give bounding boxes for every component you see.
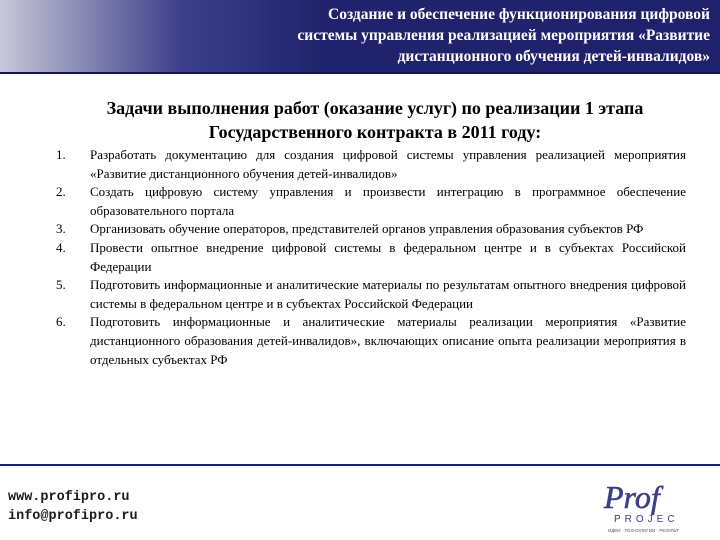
task-item-6 bbox=[52, 313, 686, 369]
task-number: 3. bbox=[56, 221, 66, 237]
task-list bbox=[52, 146, 686, 369]
task-number: 5. bbox=[56, 277, 66, 293]
task-number: 4. bbox=[56, 239, 66, 255]
slide-title-line-2: системы управления реализацией мероприятия «Развитие bbox=[297, 27, 710, 44]
logo-wordmark: Prof bbox=[604, 479, 660, 515]
task-text: Провести опытное внедрение цифровой системы в федеральном центре и в субъектах Российской Федерации bbox=[90, 239, 686, 274]
logo-subword: PROJEC bbox=[614, 514, 679, 525]
task-text: Подготовить информационные и аналитические материалы реализации мероприятия «Развитие дистанционного образования детей-инвалидов», включающих описание опыта реализации мероприятия в отдельных субъектах РФ bbox=[90, 314, 686, 367]
email-link[interactable]: info@profipro.ru bbox=[8, 509, 138, 524]
task-item-1 bbox=[52, 146, 686, 183]
task-number: 2. bbox=[56, 184, 66, 200]
task-item-4 bbox=[52, 239, 686, 276]
website-link[interactable]: www.profipro.ru bbox=[8, 490, 130, 505]
slide-title-line-1: Создание и обеспечение функционирования цифровой bbox=[328, 6, 710, 23]
task-item-2 bbox=[52, 183, 686, 220]
section-heading-line-1: Задачи выполнения работ (оказание услуг) по реализации 1 этапа bbox=[106, 98, 644, 118]
profproject-logo bbox=[600, 478, 716, 536]
slide-title bbox=[190, 4, 710, 67]
slide-title-line-3: дистанционного обучения детей-инвалидов» bbox=[397, 48, 710, 65]
task-text: Подготовить информационные и аналитические материалы по результатам опытного внедрения цифровой системы в федеральном центре и в субъектах Российской Федерации bbox=[90, 277, 686, 311]
section-heading bbox=[40, 96, 710, 144]
logo-tagline: ИДЕИ · ТЕХНОЛОГИИ · РЕЗУЛЬТ bbox=[608, 528, 679, 533]
task-number: 6. bbox=[56, 314, 66, 330]
task-item-3 bbox=[52, 220, 686, 239]
task-text: Организовать обучение операторов, представителей органов управления образования субъектов РФ bbox=[90, 221, 644, 237]
task-number: 1. bbox=[56, 147, 66, 162]
title-banner bbox=[0, 0, 720, 74]
task-item-5 bbox=[52, 276, 686, 313]
task-text: Разработать документацию для создания цифровой системы управления реализацией мероприятия «Развитие дистанционного обучения детей-инвалидов» bbox=[90, 147, 686, 181]
footer-divider bbox=[0, 464, 720, 466]
section-heading-line-2: Государственного контракта в 2011 году: bbox=[208, 122, 542, 142]
task-text: Создать цифровую систему управления и произвести интеграцию в программное обеспечение образовательного портала bbox=[90, 184, 686, 218]
contact-block bbox=[8, 488, 138, 526]
